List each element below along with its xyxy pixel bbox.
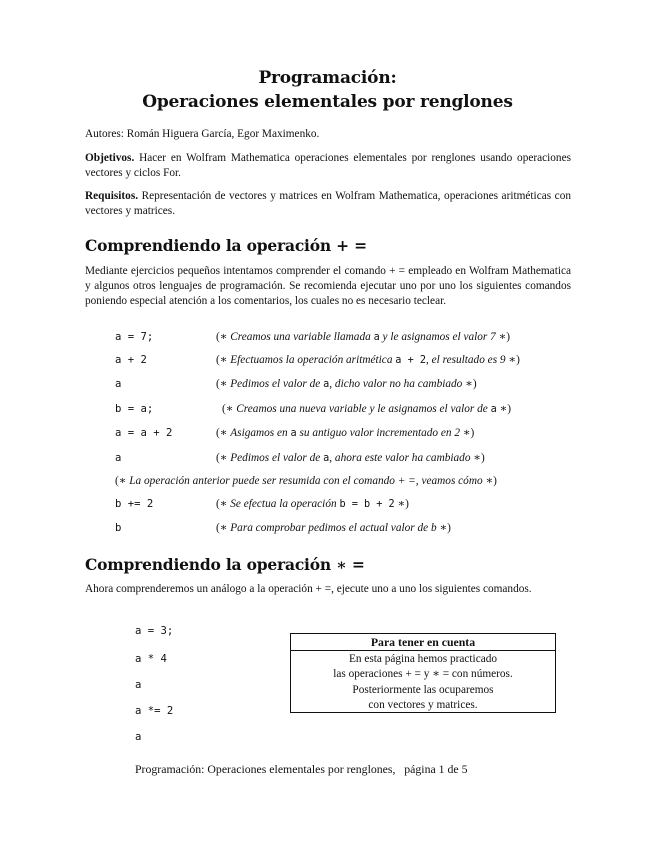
code-text: b	[115, 522, 122, 534]
authors-line: Autores: Román Higuera García, Egor Maximenko.	[85, 128, 320, 140]
note-box-title: Para tener en cuenta	[291, 634, 555, 651]
code-comment: (∗ Pedimos el valor de a, dicho valor no ha cambiado ∗)	[216, 378, 477, 390]
note-box-line: las operaciones + = y ∗ = con números.	[333, 668, 513, 681]
document-title-line-2: Operaciones elementales por renglones	[142, 92, 513, 112]
summary-comment: (∗ La operación anterior puede ser resumida con el comando + =, veamos cómo ∗)	[115, 475, 497, 487]
requisitos-label: Requisitos.	[85, 190, 139, 202]
page-footer: Programación: Operaciones elementales por renglones, página 1 de 5	[135, 762, 468, 776]
code-comment: (∗ Asigamos en a su antiguo valor incrementado en 2 ∗)	[216, 427, 475, 439]
code-line: a = 3;	[135, 625, 174, 637]
objetivos-label: Objetivos.	[85, 152, 135, 164]
objetivos-paragraph	[85, 151, 571, 181]
code-text: b = a;	[115, 403, 154, 415]
section-1-heading: Comprendiendo la operación + =	[85, 236, 367, 255]
requisitos-paragraph	[85, 189, 571, 219]
section-1-intro: Mediante ejercicios pequeños intentamos comprender el comando + = empleado en Wolfram Mathematica y algunos otros lenguajes de programación. Se recomienda ejecutar uno por uno los siguientes comandos poniendo especial atención a los comentarios, los cuales no es necesario teclear.	[85, 265, 571, 307]
note-box-line: En esta página hemos practicado	[348, 653, 498, 665]
code-text: a = a + 2	[115, 427, 173, 439]
code-row	[115, 496, 575, 512]
code-comment: (∗ Creamos una nueva variable y le asignamos el valor de a ∗)	[222, 403, 512, 415]
note-box-line: con vectores y matrices.	[368, 698, 478, 711]
code-text: a	[115, 452, 122, 464]
code-text: a	[115, 378, 122, 390]
code-line: a	[135, 679, 142, 691]
code-row	[115, 401, 575, 417]
section-2-intro: Ahora comprenderemos un análogo a la operación + =, ejecute uno a uno los siguientes comandos.	[85, 583, 532, 595]
code-comment: (∗ Creamos una variable llamada a y le asignamos el valor 7 ∗)	[216, 331, 511, 343]
code-comment: (∗ Para comprobar pedimos el actual valor de b ∗)	[216, 522, 451, 534]
code-row	[115, 450, 575, 466]
code-row	[115, 520, 575, 536]
code-line: a	[135, 731, 142, 743]
code-row	[115, 376, 575, 392]
code-line: a *= 2	[135, 705, 174, 717]
document-title-line-1: Programación:	[258, 68, 397, 88]
code-line: a * 4	[135, 653, 167, 665]
code-row	[115, 352, 575, 368]
requisitos-text: Representación de vectores y matrices en Wolfram Mathematica, operaciones aritméticas con vectores y matrices.	[85, 190, 571, 217]
note-box	[290, 633, 556, 713]
code-comment: (∗ Se efectua la operación b = b + 2 ∗)	[216, 498, 409, 510]
code-text: b += 2	[115, 498, 154, 510]
code-comment: (∗ Efectuamos la operación aritmética a + 2, el resultado es 9 ∗)	[216, 354, 520, 366]
code-row	[115, 425, 575, 441]
note-box-line: Posteriormente las ocuparemos	[352, 683, 494, 696]
code-text: a = 7;	[115, 331, 154, 343]
objetivos-text: Hacer en Wolfram Mathematica operaciones elementales por renglones usando operaciones vectores y ciclos For.	[85, 152, 571, 179]
section-2-heading: Comprendiendo la operación ∗ =	[85, 555, 365, 574]
code-comment: (∗ Pedimos el valor de a, ahora este valor ha cambiado ∗)	[216, 452, 485, 464]
code-text: a + 2	[115, 354, 147, 366]
code-row	[115, 329, 575, 345]
